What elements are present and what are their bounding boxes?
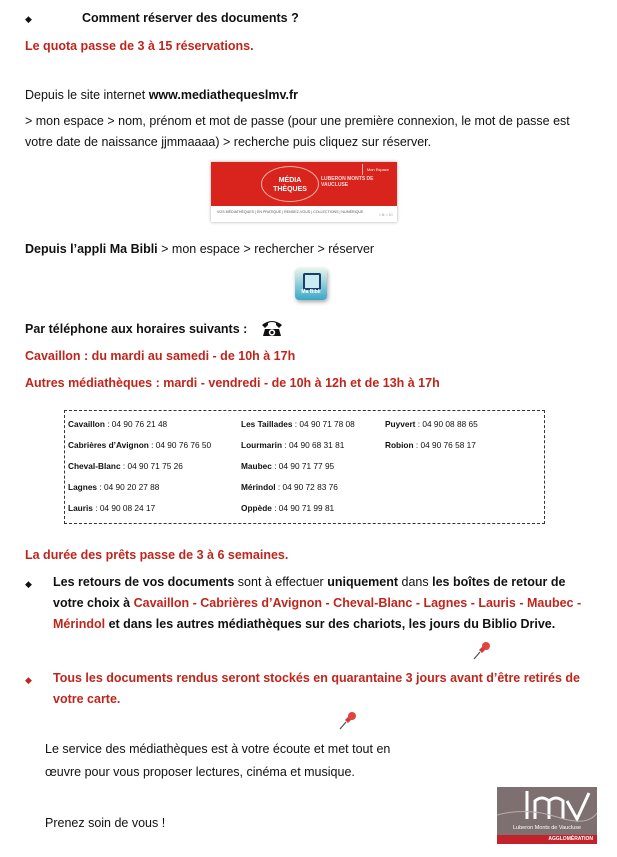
contact-oppede: Oppède : 04 90 71 99 81 xyxy=(241,503,335,513)
contact-lourmarin: Lourmarin : 04 90 68 31 81 xyxy=(241,440,345,450)
bullet-icon: ◆ xyxy=(25,675,32,685)
contact-merindol: Mérindol : 04 90 72 83 76 xyxy=(241,482,338,492)
contact-puyvert: Puyvert : 04 90 08 88 65 xyxy=(385,419,478,429)
telephone-icon xyxy=(260,318,284,338)
service-paragraph: Le service des médiathèques est à votre écoute et met tout en œuvre pour vous proposer lectures, cinéma et musique. xyxy=(45,742,391,779)
contact-cabrieres: Cabrières d’Avignon : 04 90 76 76 50 xyxy=(68,440,212,450)
pushpin-icon xyxy=(336,710,358,732)
app-steps: > mon espace > rechercher > réserver xyxy=(161,242,375,256)
cavaillon-hours: Cavaillon : du mardi au samedi - de 10h à 17h xyxy=(25,349,296,363)
website-prefix: Depuis le site internet xyxy=(25,88,149,102)
bullet-icon: ◆ xyxy=(25,579,32,589)
contact-cheval-blanc: Cheval-Blanc : 04 90 71 75 26 xyxy=(68,461,183,471)
mediatheques-logo: MÉDIA THÈQUES xyxy=(261,166,319,202)
pushpin-icon xyxy=(470,640,492,662)
website-steps-line2: votre date de naissance jjmmaaaa) > recherche puis cliquez sur réserver. xyxy=(25,135,432,149)
closing-text: Prenez soin de vous ! xyxy=(45,816,166,830)
returns-paragraph: Les retours de vos documents sont à effectuer uniquement dans les boîtes de retour de votre choix à Cavaillon - Cabrières d’Avignon - Cheval-Blanc - Lagnes - Lauris - Maubec - Mérindol et dans les autres médiathèques sur des chariots, les jours du Biblio Drive. xyxy=(53,575,582,631)
logo-subtitle: AGGLOMÉRATION xyxy=(497,835,597,844)
website-banner-image xyxy=(211,162,397,222)
loan-duration-notice: La durée des prêts passe de 3 à 6 semaines. xyxy=(25,548,289,562)
page-title: Comment réserver des documents ? xyxy=(82,11,299,25)
bullet-icon: ◆ xyxy=(25,14,32,24)
website-steps xyxy=(25,111,610,153)
account-link: Mon Espace xyxy=(362,164,393,175)
banner-social-icons: • lil ○ IC xyxy=(379,212,393,217)
contact-lauris: Lauris : 04 90 08 24 17 xyxy=(68,503,156,513)
contact-robion: Robion : 04 90 76 58 17 xyxy=(385,440,476,450)
ma-bibli-app-icon: Ma Bibli xyxy=(295,268,327,300)
banner-tagline: LUBERON MONTS DE VAUCLUSE xyxy=(321,176,374,188)
contact-maubec: Maubec : 04 90 71 77 95 xyxy=(241,461,335,471)
phone-label: Par téléphone aux horaires suivants : xyxy=(25,322,248,336)
website-steps-line1: > mon espace > nom, prénom et mot de passe (pour une première connexion, le mot de passe est xyxy=(25,114,570,128)
website-link[interactable]: www.mediathequeslmv.fr xyxy=(148,88,299,102)
contact-lagnes: Lagnes : 04 90 20 27 88 xyxy=(68,482,160,492)
contact-les-taillades: Les Taillades : 04 90 71 78 08 xyxy=(241,419,355,429)
quarantine-notice: Tous les documents rendus seront stockés en quarantaine 3 jours avant d’être retirés de votre carte. xyxy=(53,671,581,706)
banner-nav: VOS MÉDIATHÈQUES | EN PRATIQUE | RENDEZ-VOUS | COLLECTIONS | NUMÉRIQUE xyxy=(217,210,364,214)
logo-name: Luberon Monts de Vaucluse xyxy=(513,825,582,831)
other-hours: Autres médiathèques : mardi - vendredi - de 10h à 12h et de 13h à 17h xyxy=(25,376,440,390)
contact-cavaillon: Cavaillon : 04 90 76 21 48 xyxy=(68,419,168,429)
website-line xyxy=(25,88,298,102)
lmv-agglomeration-logo xyxy=(497,787,597,844)
app-line xyxy=(25,242,374,256)
quota-notice: Le quota passe de 3 à 15 réservations. xyxy=(25,39,254,53)
phone-directory xyxy=(64,410,545,524)
app-label: Depuis l’appli Ma Bibli xyxy=(25,242,162,256)
